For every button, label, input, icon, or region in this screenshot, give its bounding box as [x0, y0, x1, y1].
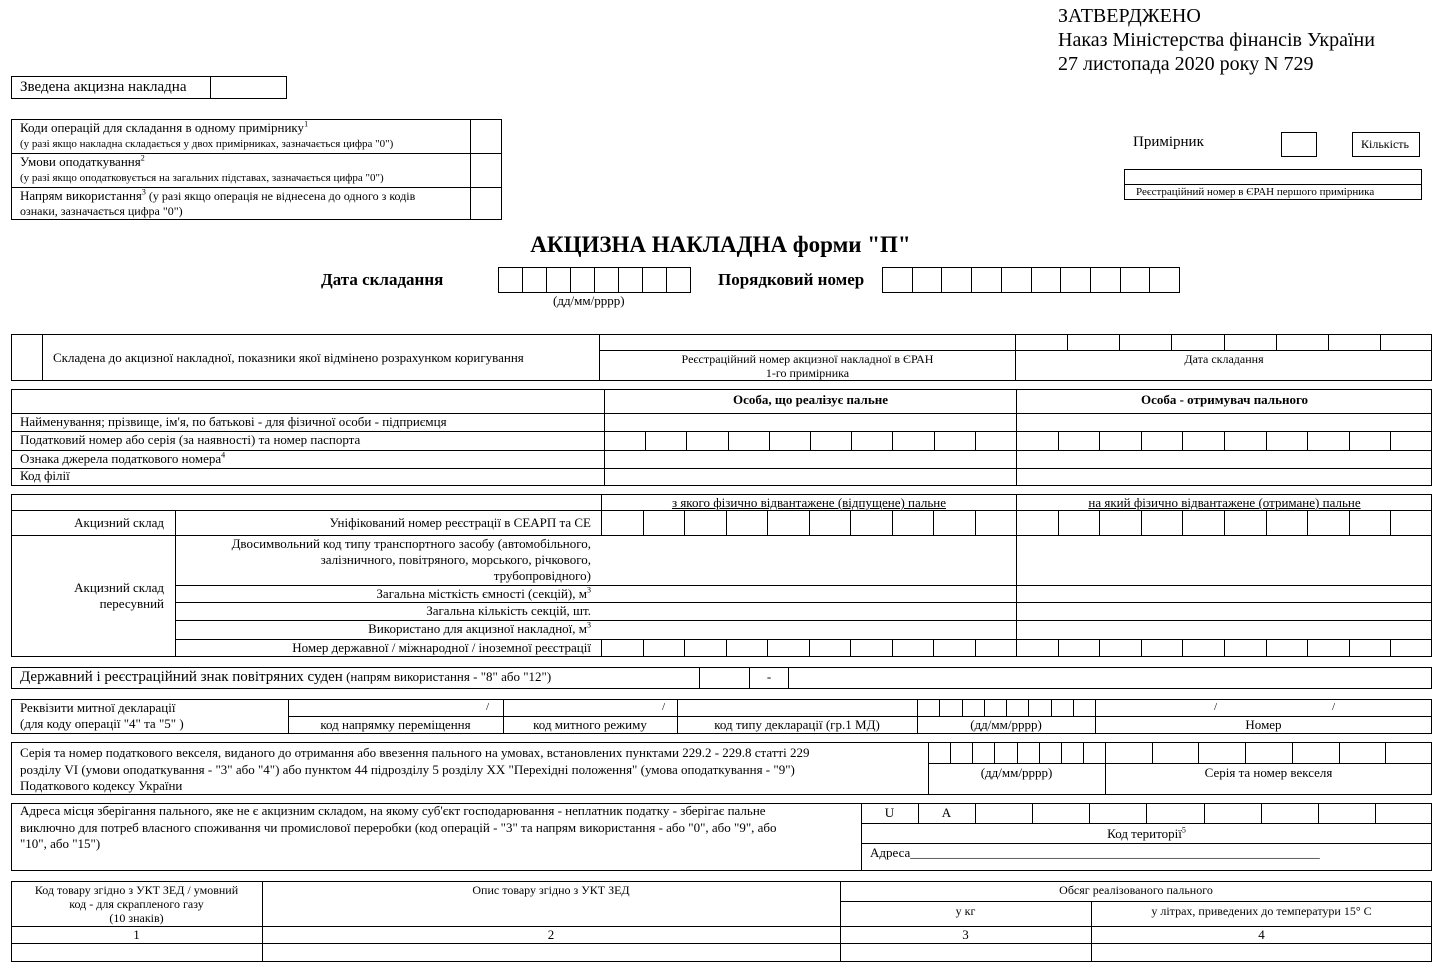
from-sections-field[interactable] — [602, 603, 1016, 620]
buyer-tax-source-field[interactable] — [1017, 451, 1432, 468]
goods-column-number-1: 1 — [133, 927, 140, 942]
goods-code-field[interactable] — [12, 944, 262, 961]
registration-number-label: Номер державної / міжнародної / іноземної реєстрації — [292, 640, 591, 655]
customs-date-format: (дд/мм/рррр) — [970, 717, 1042, 732]
goods-description-header: Опис товару згідно з УКТ ЗЕД — [472, 883, 630, 897]
op-codes-note: (у разі якщо накладна складається у двох примірниках, зазначається цифра "0") — [20, 138, 394, 150]
goods-volume-header: Обсяг реалізованого пального — [1059, 883, 1213, 897]
declaration-type-field[interactable] — [678, 700, 917, 716]
to-used-volume-field[interactable] — [1017, 621, 1432, 639]
territory-prefix-a: A — [941, 805, 952, 820]
transport-type-label-2: залізничного, повітряного, морського, річкового, — [320, 552, 591, 567]
goods-liters-header: у літрах, приведених до температури 15° С — [1151, 904, 1372, 918]
bill-date-cells[interactable] — [928, 742, 1105, 763]
aircraft-dash: - — [766, 669, 772, 684]
customs-label-2: (для коду операції "4" та "5" ) — [20, 716, 184, 731]
goods-column-number-2: 2 — [547, 927, 555, 942]
seller-branch-field[interactable] — [605, 469, 1016, 486]
tax-condition-field[interactable] — [471, 154, 501, 187]
correction-date-cells[interactable] — [1015, 334, 1432, 351]
party-branch-code-label: Код філії — [20, 468, 70, 483]
serial-number-cells[interactable] — [882, 267, 1180, 293]
bill-date-format: (дд/мм/рррр) — [980, 765, 1053, 780]
goods-description-field[interactable] — [263, 944, 840, 961]
consolidated-field[interactable] — [211, 77, 286, 98]
mobile-warehouse-label-1: Акцизний склад — [74, 580, 164, 595]
document-title: АКЦИЗНА НАКЛАДНА форми "П" — [530, 232, 911, 257]
customs-regime-field[interactable] — [504, 700, 677, 716]
territory-code-label: Код території$^5$ — [1107, 825, 1186, 841]
tax-conditions-title: Умови оподаткування$^2$ — [20, 153, 145, 169]
first-copy-reg-label: Реєстраційний номер в ЄРАН першого примірника — [1136, 186, 1375, 198]
approval-line-3: 27 листопада 2020 року N 729 — [1058, 53, 1314, 75]
goods-code-header-2: код - для скрапленого газу — [69, 897, 204, 911]
address-field[interactable]: Адреса_______________________________________________________________ — [870, 845, 1320, 860]
correction-reg-label-1: Реєстраційний номер акцизної накладної в ЄРАН — [681, 352, 934, 366]
from-registration-number-cells[interactable] — [601, 639, 1016, 657]
correction-reg-label-2: 1-го примірника — [765, 366, 850, 380]
buyer-name-field[interactable] — [1017, 414, 1432, 431]
customs-number-label: Номер — [1245, 717, 1282, 732]
sections-label: Загальна кількість секцій, шт. — [426, 603, 591, 618]
usage-direction-field[interactable] — [471, 188, 501, 219]
move-direction-label: код напрямку переміщення — [320, 717, 471, 732]
date-label: Дата складання — [321, 270, 444, 289]
from-capacity-field[interactable] — [602, 586, 1016, 602]
address-label-1: Адреса місця зберігання пального, яке не є акцизним складом, на якому суб'єкт господарювання - неплатник податку - зберігає пальне — [20, 803, 766, 818]
customs-slash-2: / — [662, 701, 666, 713]
to-registration-number-cells[interactable] — [1016, 639, 1432, 657]
goods-column-number-4: 4 — [1258, 927, 1265, 942]
party-tax-source-label: Ознака джерела податкового номера$^4$ — [20, 450, 226, 466]
customs-slash-1: / — [486, 701, 490, 713]
customs-date-cells[interactable] — [917, 699, 1095, 716]
mobile-warehouse-label-2: пересувний — [99, 596, 164, 611]
to-capacity-field[interactable] — [1017, 586, 1432, 602]
quantity-label: Кількість — [1361, 137, 1410, 151]
customs-slash-3: / — [1214, 701, 1218, 713]
seller-header: Особа, що реалізує пальне — [733, 392, 888, 407]
correction-reg-field[interactable] — [600, 335, 1015, 350]
to-transport-type-field[interactable] — [1017, 536, 1432, 585]
to-unified-number-cells[interactable] — [1016, 510, 1432, 535]
transport-type-label-1: Двосимвольний код типу транспортного засобу (автомобільного, — [231, 536, 591, 551]
move-direction-field[interactable] — [289, 700, 503, 716]
usage-direction-title: Напрям використання$^3$ (у разі якщо операція не віднесена до одного з кодів — [20, 187, 416, 203]
unified-number-label: Уніфікований номер реєстрації в СЕАРП та СЕ — [329, 515, 591, 530]
aircraft-label: Державний і реєстраційний знак повітряних суден (напрям використання - "8" або "12") — [20, 669, 552, 685]
seller-tax-source-field[interactable] — [605, 451, 1016, 468]
from-transport-type-field[interactable] — [602, 536, 1016, 585]
party-tax-number-label: Податковий номер або серія (за наявності) та номер паспорта — [20, 432, 361, 447]
transport-type-label-3: трубопровідного) — [493, 568, 591, 583]
declaration-type-label: код типу декларації (гр.1 МД) — [714, 717, 880, 732]
op-codes-title: Коди операцій для складання в одному примірнику$^1$ — [20, 119, 309, 135]
from-warehouse-header: з якого фізично відвантажене (відпущене) пальне — [671, 495, 947, 510]
goods-liters-field[interactable] — [1092, 944, 1431, 961]
buyer-tax-number-cells[interactable] — [1016, 431, 1432, 450]
correction-label: Складена до акцизної накладної, показники якої відмінено розрахунком коригування — [53, 350, 524, 365]
to-warehouse-header: на який фізично відвантажене (отримане) пальне — [1088, 495, 1361, 510]
approval-line-2: Наказ Міністерства фінансів України — [1058, 29, 1375, 51]
goods-column-number-3: 3 — [962, 927, 969, 942]
capacity-label: Загальна місткість ємності (секцій), $м^3$ — [376, 585, 591, 601]
customs-label-1: Реквізити митної декларації — [20, 700, 176, 715]
date-format-hint: (дд/мм/рррр) — [553, 293, 625, 308]
address-label-3: "10", або "15") — [20, 836, 101, 851]
bill-label-3: Податкового кодексу України — [20, 778, 183, 793]
goods-code-header-3: (10 знаків) — [109, 911, 164, 925]
buyer-branch-field[interactable] — [1017, 469, 1432, 486]
customs-regime-label: код митного режиму — [533, 717, 647, 732]
correction-date-label: Дата складання — [1184, 352, 1264, 366]
approval-line-1: ЗАТВЕРДЖЕНО — [1058, 5, 1201, 27]
bill-label-1: Серія та номер податкового векселя, виданого до отримання або ввезення пального на умовах, встановлених пунктами 229.2 - 229.8 статті 229 — [20, 745, 810, 760]
bill-series-label: Серія та номер векселя — [1204, 765, 1333, 780]
address-label-2: виключно для потреб власного споживання чи промислової переробки (код операцій - "3" та напрям використання - або "0", або "9", або — [20, 820, 777, 835]
usage-direction-note: ознаки, зазначається цифра "0") — [20, 204, 183, 218]
op-code-field[interactable] — [471, 120, 501, 153]
bill-series-cells[interactable] — [1105, 742, 1432, 763]
copy-field[interactable] — [1281, 132, 1317, 157]
from-unified-number-cells[interactable] — [601, 510, 1016, 535]
tax-conditions-note: (у разі якщо оподатковується на загальних підставах, зазначається цифра "0") — [20, 172, 384, 184]
seller-tax-number-cells[interactable] — [604, 431, 1016, 450]
to-sections-field[interactable] — [1017, 603, 1432, 620]
consolidated-label: Зведена акцизна накладна — [20, 79, 187, 95]
excise-warehouse-label: Акцизний склад — [74, 515, 164, 530]
bill-label-2: розділу VI (умови оподаткування - "3" або "4") або пунктом 44 підрозділу 5 розділу XX "Перехідні положення" (умова оподаткування - "9") — [20, 762, 795, 777]
aircraft-number-field[interactable] — [789, 668, 1431, 688]
serial-number-label: Порядковий номер — [718, 270, 865, 289]
customs-number-field[interactable] — [1096, 700, 1432, 716]
correction-checkbox[interactable] — [12, 335, 42, 380]
customs-slash-4: / — [1332, 701, 1336, 713]
goods-kg-header: у кг — [955, 904, 976, 918]
buyer-header: Особа - отримувач пального — [1140, 392, 1309, 407]
from-used-volume-field[interactable] — [602, 621, 1016, 639]
used-volume-label: Використано для акцизної накладної, $м^3$ — [368, 620, 591, 636]
seller-name-field[interactable] — [605, 414, 1016, 431]
date-cells[interactable] — [498, 267, 691, 293]
aircraft-code-field[interactable] — [700, 668, 749, 688]
goods-code-header-1: Код товару згідно з УКТ ЗЕД / умовний — [34, 883, 239, 897]
copy-label: Примірник — [1133, 134, 1204, 150]
territory-prefix-u: U — [884, 805, 895, 820]
party-name-label: Найменування; прізвище, ім'я, по батькові - для фізичної особи - підприємця — [20, 414, 447, 429]
goods-kg-field[interactable] — [841, 944, 1091, 961]
